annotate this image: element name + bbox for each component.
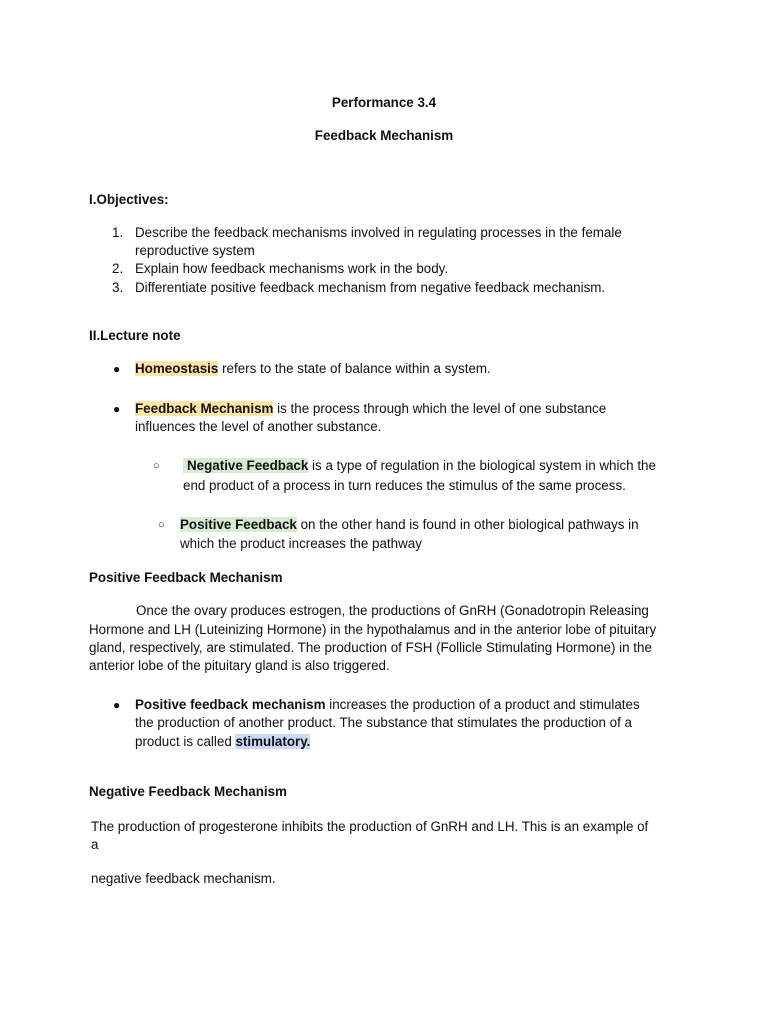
feedback-term: Feedback Mechanism [135,401,274,416]
homeostasis-term: Homeostasis [135,361,219,376]
positive-feedback-line-2: which the product increases the pathway [180,536,422,551]
feedback-text: is the process through which the level of one substance [273,401,607,416]
positive-mechanism-line-3-text: product is called [135,734,236,749]
negative-feedback-line-2: end product of a process in turn reduces the stimulus of the same process. [183,478,626,493]
circle-bullet-icon: ○ [153,460,160,472]
positive-feedback-term: Positive Feedback [180,517,297,532]
lecture-heading: II.Lecture note [89,328,181,343]
positive-para-line-2: Hormone and LH (Luteinizing Hormone) in the hypothalamus and in the anterior lobe of pituitary [89,622,657,637]
positive-mechanism-line-3 [135,733,310,751]
negative-feedback-text: is a type of regulation in the biological system in which the [308,458,656,473]
negative-para-line-1: The production of progesterone inhibits the production of GnRH and LH. This is an example of [91,819,649,834]
objective-3-line-1: Differentiate positive feedback mechanism from negative feedback mechanism. [135,280,606,295]
positive-mechanism-term: Positive feedback mechanism [135,697,326,712]
objective-number-2: 2. [112,261,124,276]
objectives-heading: I.Objectives: [89,192,169,207]
negative-feedback-term: Negative Feedback [183,458,308,473]
positive-para-line-4: anterior lobe of the pituitary gland is also triggered. [89,658,390,673]
stimulatory-term: stimulatory. [235,734,311,749]
bullet-dot-icon: ● [113,698,121,712]
negative-section-heading: Negative Feedback Mechanism [89,784,287,799]
positive-feedback-text: on the other hand is found in other biological pathways in [296,517,639,532]
objective-1-line-2: reproductive system [135,243,255,258]
homeostasis-text: refers to the state of balance within a system. [218,361,491,376]
positive-section-heading: Positive Feedback Mechanism [89,570,283,585]
negative-feedback-line-1 [183,457,656,475]
document-title: Performance 3.4 [331,95,437,110]
objective-2-line-1: Explain how feedback mechanisms work in the body. [135,261,449,276]
positive-feedback-line-1 [180,516,639,534]
objective-1-line-1: Describe the feedback mechanisms involved in regulating processes in the female [135,225,622,240]
positive-para-line-3: gland, respectively, are stimulated. The production of FSH (Follicle Stimulating Hormone) in the [89,640,652,655]
positive-para-line-1: Once the ovary produces estrogen, the productions of GnRH (Gonadotropin Releasing [136,603,649,618]
document-subtitle: Feedback Mechanism [314,128,454,143]
positive-mechanism-line-2: the production of another product. The substance that stimulates the production of a [135,715,633,730]
objective-number-3: 3. [112,280,124,295]
feedback-line-1 [135,400,606,418]
positive-mechanism-text: increases the production of a product and stimulates [325,697,640,712]
circle-bullet-icon: ○ [158,519,165,531]
homeostasis-line [135,360,491,378]
feedback-line-2: influences the level of another substance. [135,419,382,434]
negative-para-line-3: negative feedback mechanism. [91,871,276,886]
bullet-dot-icon: ● [113,362,121,376]
bullet-dot-icon: ● [113,402,121,416]
objective-number-1: 1. [112,225,124,240]
negative-para-line-2: a [91,837,99,852]
positive-mechanism-line-1 [135,696,640,714]
